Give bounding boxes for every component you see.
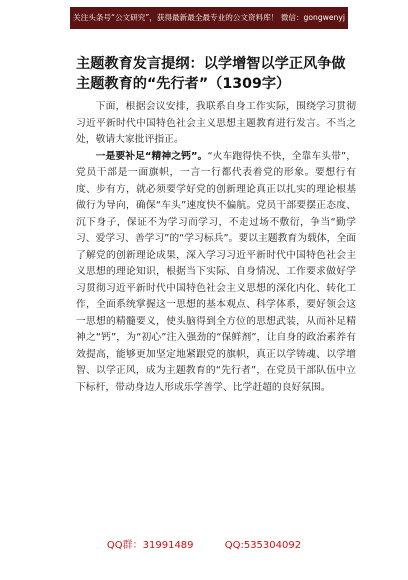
promo-banner-text: 关注头条号“公文研究”，获得最新最全最专业的公文资料库！ 微信：gongwenyj bbox=[73, 13, 345, 22]
footer-contacts bbox=[0, 536, 408, 551]
qq-group-text: QQ群：31991489 bbox=[106, 540, 194, 551]
document-title: 主题教育发言提纲：以学增智以学正风争做主题教育的“先行者”（1309字） bbox=[76, 56, 346, 92]
section-paragraph bbox=[76, 149, 356, 397]
document-body bbox=[76, 99, 356, 396]
qq-number-text: QQ:535304092 bbox=[224, 540, 302, 551]
section-heading: 一是要补足“精神之钙”。 bbox=[95, 150, 208, 162]
intro-paragraph: 下面，根据会议安排，我联系自身工作实际，围绕学习贯彻习近平新时代中国特色社会主义思想主题教育进行发言。不当之处，敬请大家批评指正。 bbox=[76, 101, 356, 145]
promo-banner bbox=[70, 7, 348, 29]
section-body: “火车跑得快不快，全靠车头带”，党员干部是一面旗帜，一言一行都代表着党的形象。要想行有度、步有方，就必须要学好党的创新理论真正以扎实的理论根基做行为导向，确保“车头”速度快不偏航。党员干部要摆正态度、沉下身子，保证不为学习而学习，不走过场不敷衍，争当“勤学习、爱学习、善学习”的“学习标兵”。要以主题教育为载体，全面了解党的创新理论成果，深入学习习近平新时代中国特色社会主义思想的理论知识，根据当下实际、自身情况、工作要求做好学习贯彻习近平新时代中国特色社会主义思想的深化内化、转化工作，全面系统掌握这一思想的基本观点、科学体系，要好领会这一思想的精髓要义，使头脑得到全方位的思想武装，从而补足精神之“钙”，为“初心”注入强劲的“保鲜剂”，让自身的政治素养有效提高，能够更加坚定地紧跟党的旗帜，真正以学铸魂、以学增智、以学正风，成为主题教育的“先行者”，在党员干部队伍中立下标杆，带动身边人形成乐学善学、比学赶超的良好氛围。 bbox=[76, 150, 356, 393]
